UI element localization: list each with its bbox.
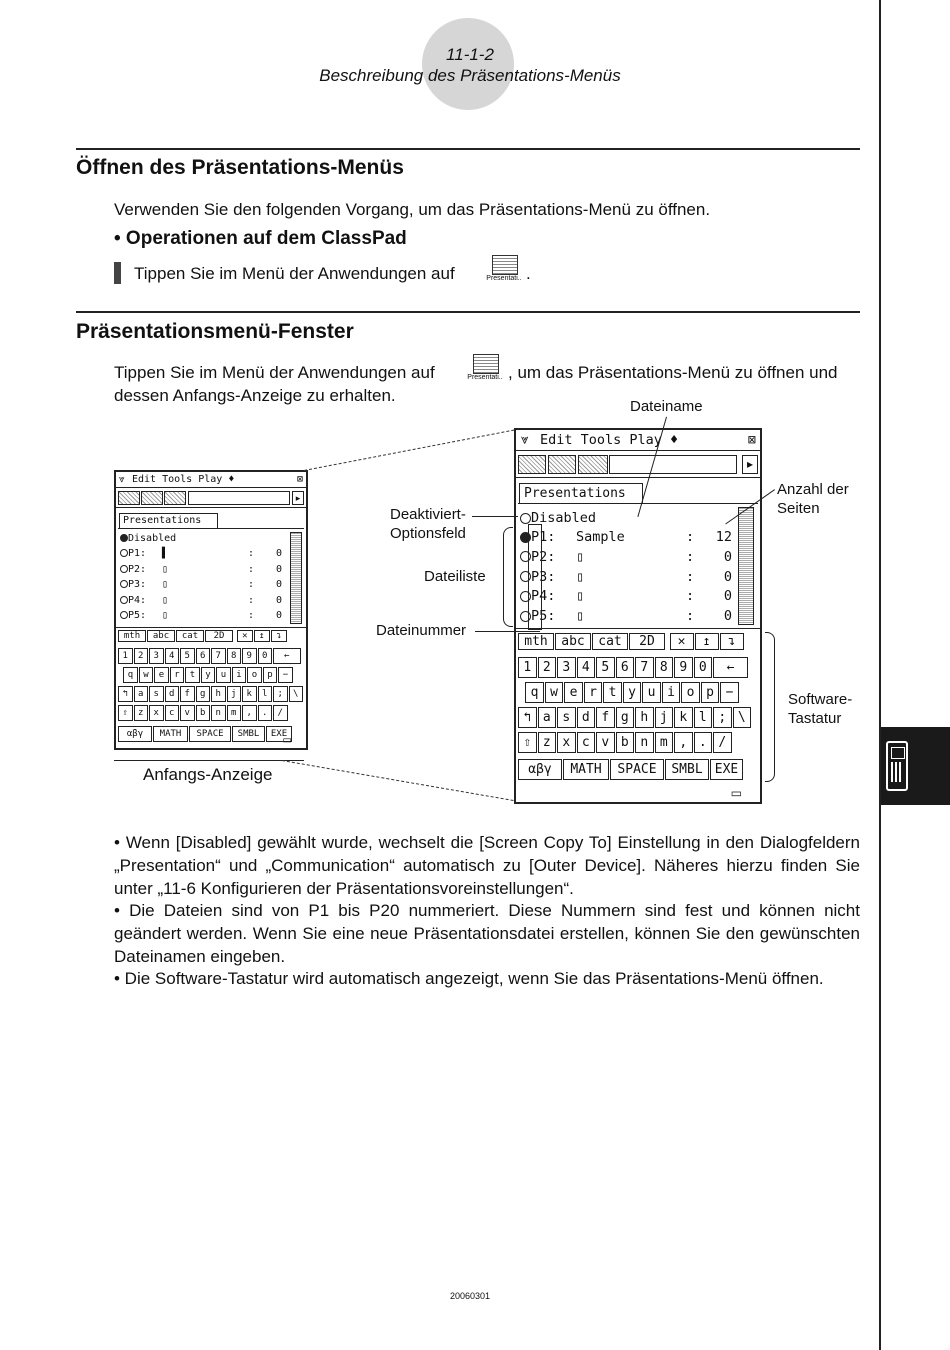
- colon: :: [248, 563, 255, 575]
- brace: [765, 632, 775, 782]
- kb-tab-2d[interactable]: 2D: [629, 633, 665, 650]
- label-dateiname: Dateiname: [630, 398, 703, 415]
- key-y[interactable]: y: [201, 667, 216, 683]
- key-f[interactable]: f: [596, 707, 615, 728]
- play-icon[interactable]: [548, 455, 576, 474]
- label-deaktiviert: Deaktiviert- Optionsfeld: [390, 506, 466, 542]
- key-s[interactable]: s: [149, 686, 164, 702]
- battery-icon: ▭: [282, 735, 292, 746]
- kb-up-icon[interactable]: ↥: [254, 630, 270, 642]
- key-/[interactable]: /: [713, 732, 732, 753]
- file-number: P1:: [128, 548, 147, 559]
- keyboard-row: [118, 705, 289, 721]
- key-←[interactable]: ←: [273, 648, 301, 664]
- key-o[interactable]: o: [247, 667, 262, 683]
- key-smbl[interactable]: SMBL: [665, 759, 709, 780]
- key-exe[interactable]: EXE: [710, 759, 743, 780]
- key-0[interactable]: 0: [258, 648, 273, 664]
- tab-presentations[interactable]: Presentations: [519, 483, 643, 503]
- key-space[interactable]: SPACE: [189, 726, 231, 742]
- key-d[interactable]: d: [577, 707, 596, 728]
- key-v[interactable]: v: [596, 732, 615, 753]
- key-i[interactable]: i: [662, 682, 681, 703]
- key-z[interactable]: z: [538, 732, 557, 753]
- classpad-calculator-icon: [886, 741, 908, 791]
- toolbar: [116, 489, 306, 508]
- key-1[interactable]: 1: [518, 657, 537, 678]
- colon: :: [248, 610, 255, 621]
- page-count: 0: [723, 588, 732, 605]
- key-3[interactable]: 3: [149, 648, 164, 664]
- key-8[interactable]: 8: [227, 648, 242, 664]
- key-k[interactable]: k: [674, 707, 693, 728]
- toolbar: [516, 453, 760, 478]
- keyboard-row: [518, 707, 752, 728]
- file-number: P2:: [128, 563, 147, 575]
- colon: :: [248, 548, 255, 559]
- section2-intro-b: , um das Präsentations-Menü zu öffnen und: [508, 363, 838, 382]
- menu-bar: [516, 430, 760, 451]
- key-p[interactable]: p: [263, 667, 278, 683]
- key-l[interactable]: l: [258, 686, 273, 702]
- toolbar-field: [609, 455, 737, 474]
- key-.[interactable]: .: [258, 705, 273, 721]
- key-0[interactable]: 0: [694, 657, 713, 678]
- key-b[interactable]: b: [196, 705, 211, 721]
- key-q[interactable]: q: [525, 682, 544, 703]
- key-9[interactable]: 9: [674, 657, 693, 678]
- radio-unselected[interactable]: [120, 580, 128, 588]
- step-end: .: [526, 264, 531, 283]
- file-number: P3:: [128, 579, 147, 590]
- keyboard-row: [118, 726, 293, 742]
- key-exe[interactable]: EXE: [266, 726, 292, 742]
- key-w[interactable]: w: [545, 682, 564, 703]
- key-z[interactable]: z: [134, 705, 149, 721]
- page-number: 11-1-2: [446, 45, 494, 64]
- play-icon[interactable]: [141, 491, 163, 505]
- key-u[interactable]: u: [642, 682, 661, 703]
- label-software-tastatur: Software- Tastatur: [788, 691, 853, 727]
- page-count: 0: [723, 608, 732, 625]
- key-r[interactable]: r: [584, 682, 603, 703]
- section2-intro-c: dessen Anfangs-Anzeige zu erhalten.: [114, 386, 396, 405]
- key-m[interactable]: m: [655, 732, 674, 753]
- key-6[interactable]: 6: [196, 648, 211, 664]
- radio-selected[interactable]: [120, 534, 128, 542]
- file-name: ▯: [162, 579, 169, 590]
- key-⇧[interactable]: ⇧: [518, 732, 537, 753]
- section1-subheading: • Operationen auf dem ClassPad: [114, 228, 407, 249]
- key-−[interactable]: −: [720, 682, 739, 703]
- key-1[interactable]: 1: [118, 648, 133, 664]
- file-name: ▯: [576, 568, 585, 585]
- page-header-title: Beschreibung des Präsentations-Menüs: [319, 66, 621, 85]
- file-row[interactable]: [120, 564, 146, 580]
- kb-return-icon[interactable]: ↴: [271, 630, 287, 642]
- key-\[interactable]: \: [733, 707, 752, 728]
- radio-unselected[interactable]: [520, 513, 531, 524]
- file-row[interactable]: [120, 595, 146, 611]
- chevron-double-down-icon[interactable]: ⩔: [521, 432, 529, 448]
- presentation-app-icon: [463, 354, 507, 384]
- colon: :: [686, 588, 695, 605]
- key-x[interactable]: x: [557, 732, 576, 753]
- brace: [503, 527, 513, 627]
- key-smbl[interactable]: SMBL: [232, 726, 265, 742]
- key-r[interactable]: r: [170, 667, 185, 683]
- presentation-app-icon: [482, 255, 526, 285]
- scrollbar[interactable]: [738, 507, 754, 625]
- page-count: 12: [715, 529, 732, 545]
- connector-line: [304, 430, 514, 471]
- caption-rule: [114, 760, 304, 761]
- key-,[interactable]: ,: [674, 732, 693, 753]
- disabled-label: Disabled: [128, 533, 177, 544]
- key-;[interactable]: ;: [273, 686, 288, 702]
- key-i[interactable]: i: [232, 667, 247, 683]
- key-u[interactable]: u: [216, 667, 231, 683]
- initial-screen-small: [114, 470, 308, 750]
- key-/[interactable]: /: [273, 705, 288, 721]
- page-count: 0: [275, 548, 282, 559]
- key-n[interactable]: n: [211, 705, 226, 721]
- radio-unselected[interactable]: [120, 549, 128, 557]
- key-⇧[interactable]: ⇧: [118, 705, 133, 721]
- kb-return-icon[interactable]: ↴: [720, 633, 744, 650]
- file-row[interactable]: [120, 548, 146, 564]
- radio-unselected[interactable]: [120, 596, 128, 604]
- key-m[interactable]: m: [227, 705, 242, 721]
- page-count: 0: [275, 563, 282, 575]
- key-αβγ[interactable]: αβγ: [118, 726, 152, 742]
- footer-code: 20060301: [449, 1291, 491, 1301]
- divider: [518, 503, 758, 504]
- page-count: 0: [723, 568, 732, 585]
- file-number: P4:: [128, 594, 147, 606]
- key-4[interactable]: 4: [577, 657, 596, 678]
- page-count: 0: [723, 548, 732, 565]
- key-y[interactable]: y: [623, 682, 642, 703]
- file-name: ▯: [162, 594, 169, 606]
- colon: :: [686, 568, 695, 585]
- label-dateinummer: Dateinummer: [376, 622, 467, 639]
- right-margin-rule: [879, 0, 881, 1350]
- file-name: ▯: [576, 548, 585, 565]
- key-4[interactable]: 4: [165, 648, 180, 664]
- divider: [516, 628, 760, 629]
- key-−[interactable]: −: [278, 667, 293, 683]
- key-h[interactable]: h: [211, 686, 226, 702]
- initial-screen-large: [514, 428, 762, 804]
- bullet-2: • Die Dateien sind von P1 bis P20 nummeriert. Diese Nummern sind fest und können nicht geändert werden. Wenn Sie eine neue Präsentationsdatei erstellen, können Sie den gewünschten Dateinamen eingeben.: [114, 901, 860, 966]
- battery-icon: ▭: [730, 786, 742, 800]
- key-.[interactable]: .: [694, 732, 713, 753]
- key-↰[interactable]: ↰: [518, 707, 537, 728]
- kb-tab-cat[interactable]: cat: [592, 633, 628, 650]
- page-count: 0: [275, 610, 282, 621]
- file-number: P3:: [531, 568, 556, 585]
- disabled-option[interactable]: [120, 533, 176, 544]
- keyboard-row: [518, 732, 733, 753]
- copy-icon[interactable]: [518, 455, 546, 474]
- page-count: 0: [275, 594, 282, 606]
- close-icon[interactable]: ⊠: [747, 432, 756, 448]
- label-dateiliste: Dateiliste: [424, 568, 486, 585]
- file-number: P1:: [531, 529, 556, 545]
- key-space[interactable]: SPACE: [610, 759, 664, 780]
- section1-heading: Öffnen des Präsentations-Menüs: [76, 156, 404, 179]
- bullet-1: • Wenn [Disabled] gewählt wurde, wechselt die [Screen Copy To] Einstellung in den Dialogfeldern „Presentation“ und „Communication“ automatisch zu [Outer Device]. Näheres hierzu finden Sie unter „11-6 Konfigurieren der Präsentationsvoreinstellungen“.: [114, 833, 860, 898]
- key-n[interactable]: n: [635, 732, 654, 753]
- key-x[interactable]: x: [149, 705, 164, 721]
- file-name: Sample: [576, 529, 625, 545]
- kb-tab-cat[interactable]: cat: [176, 630, 204, 642]
- label-initial-screen: Anfangs-Anzeige: [143, 765, 273, 784]
- key-5[interactable]: 5: [180, 648, 195, 664]
- key-c[interactable]: c: [165, 705, 180, 721]
- keyboard-row: [118, 686, 304, 702]
- file-name: ▯: [576, 588, 585, 605]
- key-j[interactable]: j: [655, 707, 674, 728]
- key-t[interactable]: t: [603, 682, 622, 703]
- toolbar-field: [188, 491, 290, 505]
- key-a[interactable]: a: [538, 707, 557, 728]
- edit-icon[interactable]: [578, 455, 608, 474]
- tab-presentations[interactable]: Presentations: [119, 513, 218, 528]
- file-name: ▯: [576, 608, 585, 625]
- divider: [116, 627, 306, 628]
- file-row[interactable]: [120, 579, 146, 595]
- app-icon-label: Presentati..: [486, 275, 522, 282]
- kb-tab-abc[interactable]: abc: [147, 630, 175, 642]
- radio-unselected[interactable]: [120, 565, 128, 573]
- key-c[interactable]: c: [577, 732, 596, 753]
- key-b[interactable]: b: [616, 732, 635, 753]
- key-7[interactable]: 7: [635, 657, 654, 678]
- toolbar-scroll-icon[interactable]: ▸: [292, 491, 304, 505]
- file-name: ▯: [162, 563, 169, 575]
- section2-heading: Präsentationsmenü-Fenster: [76, 320, 354, 343]
- keyboard-row: [123, 667, 294, 683]
- file-number: P5:: [531, 608, 556, 625]
- step-text: Tippen Sie im Menü der Anwendungen auf: [134, 264, 455, 283]
- key-math[interactable]: MATH: [153, 726, 188, 742]
- file-number-box: [528, 524, 542, 630]
- key-q[interactable]: q: [123, 667, 138, 683]
- key-9[interactable]: 9: [242, 648, 257, 664]
- key-l[interactable]: l: [694, 707, 713, 728]
- kb-close-icon[interactable]: ✕: [237, 630, 253, 642]
- key-8[interactable]: 8: [655, 657, 674, 678]
- bullet-3: • Die Software-Tastatur wird automatisch angezeigt, wenn Sie das Präsentations-Menü öffnen.: [114, 969, 824, 988]
- disabled-label: Disabled: [531, 510, 597, 526]
- colon: :: [686, 608, 695, 625]
- key-k[interactable]: k: [242, 686, 257, 702]
- key-3[interactable]: 3: [557, 657, 576, 678]
- edit-icon[interactable]: [164, 491, 186, 505]
- connector-line: [282, 760, 514, 801]
- key-g[interactable]: g: [616, 707, 635, 728]
- file-number: P2:: [531, 548, 556, 565]
- section1-intro: Verwenden Sie den folgenden Vorgang, um das Präsentations-Menü zu öffnen.: [114, 200, 711, 219]
- kb-up-icon[interactable]: ↥: [695, 633, 719, 650]
- kb-tab-abc[interactable]: abc: [555, 633, 591, 650]
- chevron-double-down-icon[interactable]: ⩔: [119, 474, 125, 485]
- key-;[interactable]: ;: [713, 707, 732, 728]
- key-j[interactable]: j: [227, 686, 242, 702]
- key-p[interactable]: p: [701, 682, 720, 703]
- key-math[interactable]: MATH: [563, 759, 609, 780]
- key-s[interactable]: s: [557, 707, 576, 728]
- file-number: P4:: [531, 588, 556, 605]
- divider: [118, 528, 304, 529]
- key-2[interactable]: 2: [134, 648, 149, 664]
- key-g[interactable]: g: [196, 686, 211, 702]
- colon: :: [248, 579, 255, 590]
- key-e[interactable]: e: [154, 667, 169, 683]
- kb-tab-2d[interactable]: 2D: [205, 630, 233, 642]
- key-w[interactable]: w: [139, 667, 154, 683]
- kb-close-icon[interactable]: ✕: [670, 633, 694, 650]
- key-↰[interactable]: ↰: [118, 686, 133, 702]
- key-5[interactable]: 5: [596, 657, 615, 678]
- toolbar-scroll-icon[interactable]: ▸: [742, 455, 758, 474]
- key-e[interactable]: e: [564, 682, 583, 703]
- key-h[interactable]: h: [635, 707, 654, 728]
- key-2[interactable]: 2: [538, 657, 557, 678]
- menu-items[interactable]: Edit Tools Play ♦: [540, 432, 679, 448]
- key-αβγ[interactable]: αβγ: [518, 759, 562, 780]
- keyboard-row: [525, 682, 740, 703]
- key-\[interactable]: \: [289, 686, 304, 702]
- menu-bar: [116, 472, 306, 488]
- key-7[interactable]: 7: [211, 648, 226, 664]
- key-a[interactable]: a: [134, 686, 149, 702]
- key-v[interactable]: v: [180, 705, 195, 721]
- keyboard-row: [118, 648, 302, 664]
- app-icon-label: Presentati..: [467, 374, 503, 381]
- file-name: ▯: [162, 610, 169, 621]
- key-o[interactable]: o: [681, 682, 700, 703]
- kb-tab-mth[interactable]: mth: [518, 633, 554, 650]
- close-icon[interactable]: ⊠: [296, 474, 303, 485]
- keyboard-row: [518, 759, 744, 780]
- radio-unselected[interactable]: [120, 611, 128, 619]
- keyboard-row: [518, 657, 749, 678]
- leader-line: [472, 516, 518, 517]
- divider: [76, 148, 860, 150]
- kb-tab-mth[interactable]: mth: [118, 630, 146, 642]
- menu-items[interactable]: Edit Tools Play ♦: [132, 474, 235, 485]
- scrollbar[interactable]: [290, 532, 302, 624]
- colon: :: [686, 548, 695, 565]
- label-anzahl-seiten: Anzahl der Seiten: [777, 481, 849, 517]
- key-f[interactable]: f: [180, 686, 195, 702]
- divider: [76, 311, 860, 313]
- step-bar: [114, 262, 121, 284]
- file-name: ▌: [162, 548, 169, 559]
- leader-line: [475, 631, 540, 632]
- key-←[interactable]: ←: [713, 657, 748, 678]
- chapter-tab: [881, 727, 950, 805]
- file-number: P5:: [128, 610, 147, 621]
- file-row[interactable]: [120, 610, 146, 626]
- section2-intro-a: Tippen Sie im Menü der Anwendungen auf: [114, 363, 435, 382]
- key-t[interactable]: t: [185, 667, 200, 683]
- key-6[interactable]: 6: [616, 657, 635, 678]
- key-d[interactable]: d: [165, 686, 180, 702]
- page-count: 0: [275, 579, 282, 590]
- key-,[interactable]: ,: [242, 705, 257, 721]
- copy-icon[interactable]: [118, 491, 140, 505]
- colon: :: [248, 594, 255, 606]
- colon: :: [686, 529, 695, 545]
